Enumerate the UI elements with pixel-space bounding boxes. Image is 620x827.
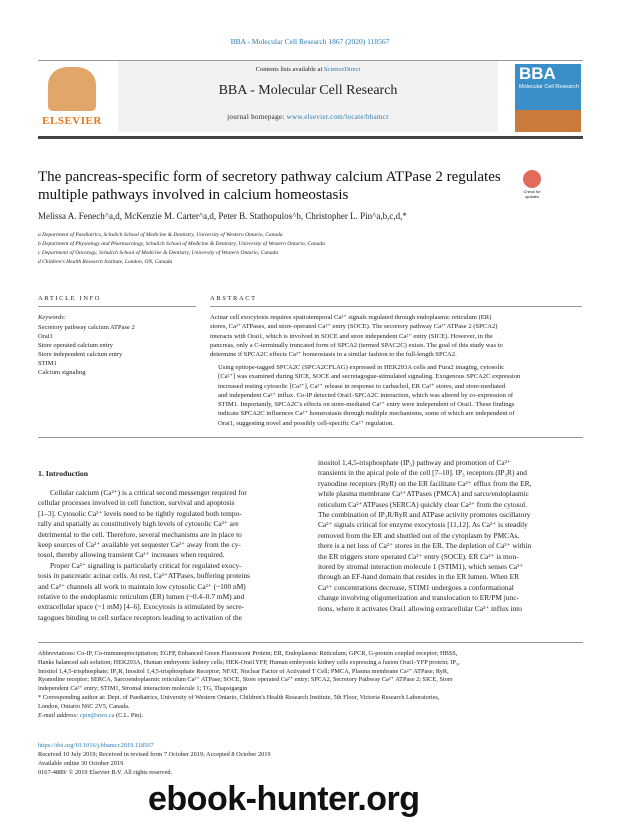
body-line: relative to the endoplasmic reticulum (ER) lumen (~0.4–0.7 mM) and: [38, 592, 245, 602]
abstract-line: indicate SPCA2C influences Ca²⁺ homeostasis through multiple mechanisms, some of which are independent of: [218, 410, 515, 418]
body-line: [1–3]. Cytosolic Ca²⁺ levels need to be tightly regulated both tempo-: [38, 508, 242, 518]
body-line: keep sources of Ca²⁺ available yet sequester Ca²⁺ away from the cy-: [38, 540, 241, 550]
divider: [38, 437, 583, 438]
cover-title: BBA: [519, 64, 556, 83]
footnote-line: * Corresponding author at: Dept. of Paediatrics, University of Western Ontario, Children's Health Research Institute, 5th Floor, Victoria Research Laboratories,: [38, 693, 440, 701]
abstract-line: determine if SPCA2C effects Ca²⁺ homeostasis in a similar fashion to the full-length SPCA2.: [210, 351, 457, 359]
abstract-line: Using epitope-tagged SPCA2C (SPCA2CFLAG) expressed in HEK293A cells and Fura2 imaging, cytosolic: [218, 364, 505, 371]
body-line: extracellular space (~1 mM) [4–6]. Exocytosis is stimulated by secre-: [38, 602, 244, 612]
email-suffix: (C.L. Pin).: [114, 711, 143, 719]
keyword: Orai1: [38, 333, 53, 340]
abstract-heading: ABSTRACT: [210, 295, 257, 302]
abstract-line: pancreas, only a C-terminally truncated form of SPCA2 (termed SPAC2C) exists. The goal of this study was to: [210, 341, 503, 349]
body-line: ryanodine receptors (RyR) on the ER facilitate Ca²⁺ efflux from the ER,: [318, 478, 532, 488]
body-line: there is a net loss of Ca²⁺ stores in the ER. The depletion of Ca²⁺ within: [318, 541, 532, 551]
footnote-line: London, Ontario N6C 2V5, Canada.: [38, 702, 130, 710]
keyword: Store independent calcium entry: [38, 351, 123, 358]
homepage-link[interactable]: www.elsevier.com/locate/bbamcr: [286, 113, 389, 121]
received-dates: Received 10 July 2019; Received in revised form 7 October 2019; Accepted 8 October 2019: [38, 751, 271, 758]
body-line: Ca²⁺ signals critical for enzyme exocytosis [11,12]. As Ca²⁺ is steadily: [318, 520, 528, 530]
homepage-prefix: journal homepage:: [227, 113, 287, 121]
keyword: Secretory pathway calcium ATPase 2: [38, 324, 135, 331]
left-column: [38, 488, 303, 623]
check-updates-label: Check for updates: [523, 189, 541, 199]
copyright: 0167-4889/ © 2019 Elsevier B.V. All rights reserved.: [38, 769, 173, 776]
abstract-line: STIM1. Importantly, SPCA2C's effects on store-mediated Ca²⁺ entry were independent of Orai1. These findings: [218, 401, 515, 409]
email-line: [38, 712, 583, 721]
body-line: transients in the apical pole of the cell [7–10]. IP₃ receptors (IP₃R) and: [318, 468, 527, 478]
footnote-line: Abbreviations: Co-IP, Co-immunoprecipitation; EGFP, Enhanced Green Fluorescent Protein; ER, Endoplasmic Reticulum; GPCR, G-protein coupled receptor; HBSS,: [38, 650, 458, 657]
footnote-line: Hanks balanced salt solution; HEK293A, Human embryonic kidney cells; HEK-Orai1YFP, Human embryonic kidney cells expressing a fusion Orai1-YFP protein; IP₃,: [38, 658, 460, 666]
keyword: Calcium signaling: [38, 369, 86, 376]
body-line: removed from the ER and shuttled out of the cytoplasm by PMCAs,: [318, 530, 520, 540]
body-line: and Ca²⁺ channels all work to maintain low cytosolic Ca²⁺ (~100 nM): [38, 581, 246, 591]
footnote-line: Inositol 1,4,5-trisphosphate; IP₃R, Inositol 1,4,5-trisphosphate Receptor; NFAT, Nuclear Factor of Activated T Cell; PMCA, Plasma membrane Ca²⁺ ATPase; RyR,: [38, 667, 449, 675]
cover-stripe: [515, 110, 581, 132]
footnotes: [38, 650, 583, 720]
body-line: itored by stromal interaction molecule 1 (STIM1), which senses Ca²⁺: [318, 562, 524, 572]
body-line: inositol 1,4,5-trisphosphate (IP₃) pathway and promotion of Ca²⁺: [318, 458, 511, 467]
body-line: the ER triggers store operated Ca²⁺ entry (SOCE). ER Ca²⁺ is mon-: [318, 551, 519, 561]
journal-info: [118, 61, 498, 132]
check-for-updates-button[interactable]: [519, 170, 545, 202]
email-link[interactable]: cpin@uwo.ca: [79, 711, 115, 719]
keyword: STIM1: [38, 360, 57, 367]
title-line-1: The pancreas-specific form of secretory pathway calcium ATPase 2 regulates: [38, 169, 501, 185]
body-line: while plasma membrane Ca²⁺ATPases (PMCA) and sarco/endoplasmic: [318, 489, 529, 499]
body-line: detrimental to the cell. Therefore, several mechanisms are in place to: [38, 529, 242, 539]
publisher-logo-text: ELSEVIER: [42, 115, 102, 127]
abstract-line: stores, Ca²⁺ATPases, and store-operated Ca²⁺ entry (SOCE). The secretory pathway Ca²⁺ATPase 2 (SPCA2): [210, 323, 498, 331]
right-column: [318, 458, 583, 614]
running-head[interactable]: BBA - Molecular Cell Research 1867 (2020) 118567: [230, 37, 390, 46]
abstract-line: and independent Ca²⁺ influx. Co-IP detected Orai1-SPCA2C interaction, which was altered by co-expression of: [218, 391, 514, 399]
divider: [38, 642, 583, 643]
email-label: E-mail address:: [38, 711, 80, 719]
body-line: change involving oligomerization and translocation to ER/PM junc-: [318, 593, 519, 603]
body-line: Proper Ca²⁺ signaling is particularly critical for regulated exocy-: [50, 560, 242, 570]
divider: [210, 306, 582, 307]
contents-line: [118, 66, 498, 73]
body-line: reticulum Ca²⁺ATPases (SERCA) quickly clear Ca²⁺ from the cytosol.: [318, 499, 528, 509]
contents-prefix: Contents lists available at: [255, 66, 324, 73]
affiliation: a Department of Paediatrics, Schulich School of Medicine & Dentistry, University of Western Ontario, Canada: [38, 232, 283, 238]
elsevier-logo[interactable]: [38, 65, 106, 131]
sciencedirect-link[interactable]: ScienceDirect: [323, 66, 361, 73]
abstract-line: increased resting cytosolic [Ca²⁺], Ca²⁺ release in response to carbachol, ER Ca²⁺ stores, and store-mediated: [218, 382, 506, 390]
abstract-line: Acinar cell exocytosis requires spatiotemporal Ca²⁺ signals regulated through endoplasmic reticulum (ER): [210, 314, 492, 321]
body-line: The combination of IP₃R/RyR and ATPase activity promotes oscillatory: [318, 510, 531, 520]
abstract-paragraph-1: [210, 313, 582, 359]
doi-link[interactable]: https://doi.org/10.1016/j.bbamcr.2019.118567: [38, 742, 154, 749]
body-line: rally and spatially as constitutively high levels of cytosolic Ca²⁺ are: [38, 519, 239, 529]
affiliation: b Department of Physiology and Pharmacology, Schulich School of Medicine & Dentistry, University of Western Ontario, Canada: [38, 241, 325, 247]
abstract-line: interacts with Orai1, which is involved in SOCE and store independent Ca²⁺ entry (SICE). However, in the: [210, 332, 493, 340]
affiliation: c Department of Oncology, Schulich School of Medicine & Dentistry, University of Western Ontario, Canada: [38, 250, 279, 256]
keywords-label: Keywords:: [38, 314, 66, 321]
journal-cover[interactable]: [515, 64, 581, 132]
section-heading-introduction: 1. Introduction: [38, 469, 89, 478]
journal-homepage: [118, 113, 498, 121]
abstract-line: Orai1, suggesting novel and possibly cell-specific Ca²⁺ regulation.: [218, 419, 394, 427]
article-info-heading: ARTICLE INFO: [38, 295, 102, 302]
abstract-line: [Ca²⁺] was examined during SICE, SOCE and secretagogue-stimulated signaling. Exogenous SPCA2C expression: [218, 373, 521, 381]
divider: [38, 306, 196, 307]
check-updates-icon: [523, 170, 541, 188]
footnote-line: Ryanodine receptor; SERCA, Sarcoendoplasmic reticulum Ca²⁺ ATPase; SOCE, Store operated Ca²⁺ entry; SPCA2, Secretory Pathway Ca²⁺ ATPase 2; SICE, Store: [38, 676, 453, 684]
body-line: tions, where it activates Orai1 allowing extracellular Ca²⁺ influx into: [318, 603, 522, 613]
available-online: Available online 30 October 2019: [38, 760, 124, 767]
title-line-2: multiple pathways involved in calcium homeostasis: [38, 187, 349, 203]
author-list[interactable]: Melissa A. Fenech^a,d, McKenzie M. Carter^a,d, Peter B. Stathopulos^b, Christopher L. Pin^a,b,c,d,*: [38, 211, 407, 221]
body-line: tosol, thereby allowing transient Ca²⁺ increases when required.: [38, 550, 225, 560]
abstract-paragraph-2: [210, 363, 582, 428]
body-line: Ca²⁺ concentrations decrease, STIM1 undergoes a conformational: [318, 582, 514, 592]
cover-subtitle: Molecular Cell Research: [519, 84, 579, 90]
body-line: tagogues binding to cell surface receptors leading to activation of the: [38, 612, 242, 622]
body-line: tosis in pancreatic acinar cells. At rest, Ca²⁺ATPases, buffering proteins: [38, 571, 251, 581]
journal-title: BBA - Molecular Cell Research: [218, 83, 398, 98]
body-line: cellular processes involved in cell function, survival and apoptosis: [38, 498, 235, 508]
body-line: Cellular calcium (Ca²⁺) is a critical second messenger required for: [50, 488, 247, 497]
watermark: ebook-hunter.org: [148, 780, 420, 818]
article-title: [38, 168, 508, 204]
tree-icon: [48, 67, 96, 111]
footnote-line: independent Ca²⁺ entry; STIM1, Stromal interaction molecule 1; TG, Thapsigargin: [38, 685, 248, 693]
body-line: through an EF-hand domain that resides in the ER lumen. When ER: [318, 572, 520, 582]
keyword: Store operated calcium entry: [38, 342, 113, 349]
journal-masthead: [38, 60, 583, 139]
affiliation: d Children's Health Research Institute, London, ON, Canada: [38, 259, 173, 265]
